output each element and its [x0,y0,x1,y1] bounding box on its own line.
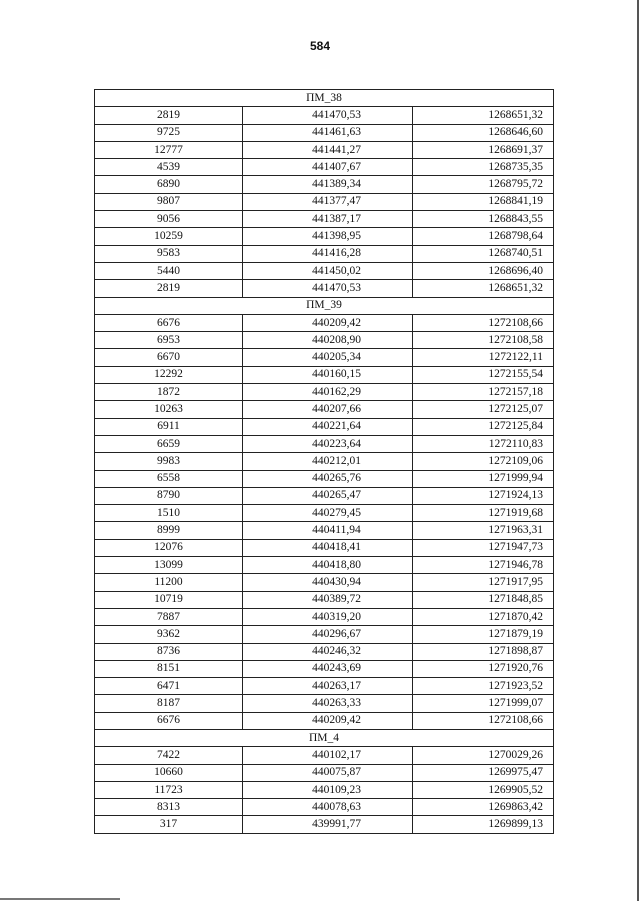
y-coordinate-cell: 1271923,52 [413,678,554,695]
x-coordinate-cell: 440279,45 [243,505,413,522]
table-row [95,332,554,349]
x-coordinate-cell: 440389,72 [243,591,413,608]
x-coordinate-cell: 440265,76 [243,470,413,487]
point-number-cell: 10719 [95,591,243,608]
point-number-cell: 6911 [95,418,243,435]
table-row [95,107,554,124]
y-coordinate-cell: 1268798,64 [413,228,554,245]
y-coordinate-cell: 1271919,68 [413,505,554,522]
table-row [95,764,554,781]
y-coordinate-cell: 1268843,55 [413,211,554,228]
x-coordinate-cell: 440205,34 [243,349,413,366]
section-title: ПМ_39 [95,297,554,314]
point-number-cell: 9583 [95,245,243,262]
x-coordinate-cell: 441377,47 [243,193,413,210]
table-row [95,816,554,833]
y-coordinate-cell: 1271879,19 [413,626,554,643]
x-coordinate-cell: 440075,87 [243,764,413,781]
x-coordinate-cell: 441416,28 [243,245,413,262]
table-row [95,245,554,262]
table-row [95,314,554,331]
y-coordinate-cell: 1268646,60 [413,124,554,141]
x-coordinate-cell: 441470,53 [243,107,413,124]
point-number-cell: 6890 [95,176,243,193]
x-coordinate-cell: 440209,42 [243,712,413,729]
x-coordinate-cell: 440246,32 [243,643,413,660]
x-coordinate-cell: 440263,17 [243,678,413,695]
y-coordinate-cell: 1268740,51 [413,245,554,262]
point-number-cell: 8790 [95,487,243,504]
y-coordinate-cell: 1272110,83 [413,435,554,452]
y-coordinate-cell: 1272125,84 [413,418,554,435]
point-number-cell: 6659 [95,435,243,452]
x-coordinate-cell: 440411,94 [243,522,413,539]
point-number-cell: 6676 [95,712,243,729]
x-coordinate-cell: 440209,42 [243,314,413,331]
y-coordinate-cell: 1268841,19 [413,193,554,210]
point-number-cell: 9056 [95,211,243,228]
table-row [95,574,554,591]
point-number-cell: 12777 [95,141,243,158]
table-row [95,124,554,141]
point-number-cell: 9807 [95,193,243,210]
table-row [95,349,554,366]
x-coordinate-cell: 441389,34 [243,176,413,193]
y-coordinate-cell: 1272108,66 [413,712,554,729]
y-coordinate-cell: 1268795,72 [413,176,554,193]
section-header-row [95,90,554,107]
section-title: ПМ_38 [95,90,554,107]
point-number-cell: 9362 [95,626,243,643]
x-coordinate-cell: 440265,47 [243,487,413,504]
table-row [95,418,554,435]
x-coordinate-cell: 441470,53 [243,280,413,297]
table-row [95,366,554,383]
table-row [95,193,554,210]
y-coordinate-cell: 1271999,07 [413,695,554,712]
point-number-cell: 9725 [95,124,243,141]
section-header-row [95,729,554,746]
table-row [95,470,554,487]
table-row [95,384,554,401]
scan-edge-bottom [0,898,120,900]
x-coordinate-cell: 440207,66 [243,401,413,418]
y-coordinate-cell: 1269899,13 [413,816,554,833]
y-coordinate-cell: 1269863,42 [413,799,554,816]
y-coordinate-cell: 1272108,66 [413,314,554,331]
point-number-cell: 6953 [95,332,243,349]
table-row [95,453,554,470]
x-coordinate-cell: 440430,94 [243,574,413,591]
x-coordinate-cell: 440223,64 [243,435,413,452]
point-number-cell: 10259 [95,228,243,245]
table-row [95,678,554,695]
y-coordinate-cell: 1271947,73 [413,539,554,556]
coordinates-table [94,89,554,834]
section-header-row [95,297,554,314]
y-coordinate-cell: 1271917,95 [413,574,554,591]
point-number-cell: 6670 [95,349,243,366]
table-row [95,608,554,625]
x-coordinate-cell: 440102,17 [243,747,413,764]
x-coordinate-cell: 440162,29 [243,384,413,401]
x-coordinate-cell: 440418,80 [243,557,413,574]
x-coordinate-cell: 440296,67 [243,626,413,643]
y-coordinate-cell: 1272155,54 [413,366,554,383]
x-coordinate-cell: 440212,01 [243,453,413,470]
y-coordinate-cell: 1268735,35 [413,159,554,176]
table-row [95,487,554,504]
table-row [95,159,554,176]
y-coordinate-cell: 1271963,31 [413,522,554,539]
point-number-cell: 1510 [95,505,243,522]
x-coordinate-cell: 440208,90 [243,332,413,349]
point-number-cell: 12076 [95,539,243,556]
x-coordinate-cell: 440221,64 [243,418,413,435]
table-row [95,557,554,574]
x-coordinate-cell: 441398,95 [243,228,413,245]
table-row [95,228,554,245]
table-row [95,141,554,158]
y-coordinate-cell: 1271920,76 [413,660,554,677]
table-row [95,781,554,798]
table-row [95,747,554,764]
x-coordinate-cell: 439991,77 [243,816,413,833]
y-coordinate-cell: 1270029,26 [413,747,554,764]
y-coordinate-cell: 1271999,94 [413,470,554,487]
y-coordinate-cell: 1269975,47 [413,764,554,781]
coordinates-table-body [95,90,554,834]
x-coordinate-cell: 441441,27 [243,141,413,158]
table-row [95,695,554,712]
x-coordinate-cell: 440160,15 [243,366,413,383]
y-coordinate-cell: 1271848,85 [413,591,554,608]
point-number-cell: 2819 [95,280,243,297]
point-number-cell: 6558 [95,470,243,487]
x-coordinate-cell: 440109,23 [243,781,413,798]
point-number-cell: 10660 [95,764,243,781]
table-row [95,435,554,452]
point-number-cell: 317 [95,816,243,833]
table-row [95,176,554,193]
point-number-cell: 9983 [95,453,243,470]
table-row [95,401,554,418]
point-number-cell: 4539 [95,159,243,176]
point-number-cell: 5440 [95,262,243,279]
y-coordinate-cell: 1272157,18 [413,384,554,401]
x-coordinate-cell: 441450,02 [243,262,413,279]
table-row [95,522,554,539]
table-row [95,505,554,522]
point-number-cell: 8313 [95,799,243,816]
table-row [95,626,554,643]
table-row [95,591,554,608]
point-number-cell: 2819 [95,107,243,124]
y-coordinate-cell: 1271946,78 [413,557,554,574]
y-coordinate-cell: 1271924,13 [413,487,554,504]
x-coordinate-cell: 441387,17 [243,211,413,228]
y-coordinate-cell: 1269905,52 [413,781,554,798]
section-title: ПМ_4 [95,729,554,746]
x-coordinate-cell: 440418,41 [243,539,413,556]
x-coordinate-cell: 441461,63 [243,124,413,141]
table-row [95,262,554,279]
point-number-cell: 13099 [95,557,243,574]
table-row [95,643,554,660]
point-number-cell: 10263 [95,401,243,418]
point-number-cell: 12292 [95,366,243,383]
table-row [95,799,554,816]
table-row [95,660,554,677]
y-coordinate-cell: 1272109,06 [413,453,554,470]
table-row [95,211,554,228]
y-coordinate-cell: 1272125,07 [413,401,554,418]
point-number-cell: 8151 [95,660,243,677]
point-number-cell: 8736 [95,643,243,660]
point-number-cell: 6471 [95,678,243,695]
x-coordinate-cell: 440319,20 [243,608,413,625]
point-number-cell: 8999 [95,522,243,539]
y-coordinate-cell: 1272122,11 [413,349,554,366]
x-coordinate-cell: 441407,67 [243,159,413,176]
table-row [95,539,554,556]
x-coordinate-cell: 440078,63 [243,799,413,816]
page-number: 584 [309,39,331,53]
point-number-cell: 6676 [95,314,243,331]
y-coordinate-cell: 1271870,42 [413,608,554,625]
y-coordinate-cell: 1268651,32 [413,280,554,297]
x-coordinate-cell: 440263,33 [243,695,413,712]
point-number-cell: 11723 [95,781,243,798]
point-number-cell: 7422 [95,747,243,764]
point-number-cell: 11200 [95,574,243,591]
point-number-cell: 7887 [95,608,243,625]
point-number-cell: 1872 [95,384,243,401]
y-coordinate-cell: 1271898,87 [413,643,554,660]
x-coordinate-cell: 440243,69 [243,660,413,677]
table-row [95,280,554,297]
y-coordinate-cell: 1268651,32 [413,107,554,124]
y-coordinate-cell: 1268696,40 [413,262,554,279]
point-number-cell: 8187 [95,695,243,712]
y-coordinate-cell: 1268691,37 [413,141,554,158]
table-row [95,712,554,729]
y-coordinate-cell: 1272108,58 [413,332,554,349]
scan-edge-right [637,0,639,901]
